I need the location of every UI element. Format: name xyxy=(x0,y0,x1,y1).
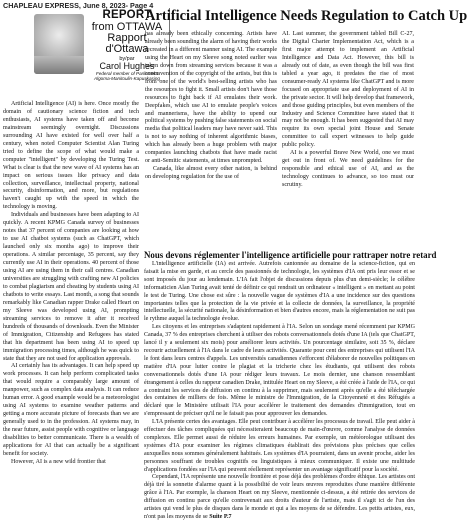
report-title: REPORT xyxy=(102,9,152,21)
report-subtitle-french: Rapport d'Ottawa xyxy=(105,32,149,55)
french-paragraph: L'intelligence artificielle (IA) est arrivée. Autrefois cantonnée au domaine de la science-fiction, qui en faisait la mise en garde, et au cercle des passionnés de technologie, les systèmes d'IA ont pris leur essor et se sont imposés du jour au lendemain. L'IA fait l'objet de discussions depuis plus d'un demi-siècle; le célèbre informaticien Alan Turing avait tenté de définir ce qui rendrait un ordinateur « intelligent » en mettant au point le test de Turing. Une chose est sûre : la nouvelle vague de systèmes d'IA a une incidence sur des questions importantes telles que la protection de la vie privée et la collecte de données, la surveillance, la propriété intellectuelle, la sécurité nationale, la désinformation et bien d'autres encore, mais la réglementation ne suit pas le rythme auquel la technologie évolue. xyxy=(144,261,415,323)
article-column-left xyxy=(3,101,139,480)
report-author: Carol Hughes xyxy=(99,61,155,71)
french-paragraph xyxy=(144,474,415,521)
report-byline-label: by/par xyxy=(119,56,135,62)
french-article xyxy=(144,250,437,520)
article-paragraph: Individuals and businesses have been adapting to AI quickly. A recent KPMG Canada survey of businesses notes that 37 percent of companies are looking at how to use AI chatbot systems (such as ChatGPT, which launched only six months ago) to improve their operations. A similar percentage, 35 percent, say they currently use AI in their operations. 40 percent of those using AI are using them in their call centres. Canadian universities are struggling with crafting new AI policies to combat plagiarism and cheating by students using AI chatbots to write essays. Last month, a song that sounds remarkably like Canadian rapper Drake called Heart on my Sleeve was developed using AI, prompting streaming services to remove it after it received hundreds of thousands of downloads. Even the Minister of Immigration, Citizenship and Refugees has stated that his department has been using AI to speed up immigration processing times, although he was quick to state that they are not used for application approvals. xyxy=(3,212,139,362)
report-riding: Algoma-Manitoulin-Kapuskasing xyxy=(94,76,160,81)
article-headline: Artificial Intelligence Needs Regulation to Catch Up xyxy=(145,8,467,24)
french-paragraph: Les citoyens et les entreprises s'adaptent rapidement à l'IA. Selon un sondage mené récemment par KPMG Canada, 37 % des entreprises cherchent à utiliser des robots conversationnels dotés d'une IA (tels que ChatGPT, lancé il y a seulement six mois) pour améliorer leurs activités. Un pourcentage similaire, soit 35 %, déclare recourir actuellement à l'IA dans le cadre de leurs activités. Quarante pour cent des entreprises qui utilisent l'IA le font dans leurs centres d'appels. Les universités canadiennes s'efforcent d'élaborer de nouvelles politiques en matière d'IA pour lutter contre le plagiat et la tricherie chez les étudiants, qui utilisent des robots conversationnels dotés d'une IA pour rédiger leurs travaux. Le mois dernier, une chanson ressemblant étrangement à celles du rappeur canadien Drake, intitulée Heart on my Sleeve, a été créée à l'aide de l'IA, ce qui a contraint les services de diffusion en continu à la supprimer, mais seulement après qu'elle a été téléchargée des centaines de milliers de fois. Même le ministre de l'Immigration, de la Citoyenneté et des Réfugiés a déclaré que le Ministère utilisait l'IA pour accélérer le traitement des demandes d'immigration, tout en s'empressant de préciser qu'il ne le faisait pas pour approuver les demandes. xyxy=(144,324,415,418)
french-headline: Nous devons réglementer l'intelligence artificielle pour rattraper notre retard xyxy=(144,250,437,260)
article-column-right xyxy=(282,31,414,251)
report-subtitle-english: from OTTAWA xyxy=(91,21,163,33)
publication-line: CHAPLEAU EXPRESS, June 8, 2023- Page 4 xyxy=(3,1,154,10)
article-paragraph: AI is a powerful Brave New World, one we must get out in front of. We need guidelines for the responsible and ethical use of AI, and as the technology continues to advance, so too must our scrutiny. xyxy=(282,150,414,189)
article-paragraph: Canada, like almost every other nation, is behind on developing regulation for the use of xyxy=(145,166,277,181)
article-paragraph: However, AI is a new wild frontier that xyxy=(11,458,106,465)
article-column-middle xyxy=(145,31,277,251)
continued-label: Suite P.7 xyxy=(209,514,232,520)
logo-wave-icon xyxy=(34,56,84,74)
report-role: Federal member of Parliament xyxy=(95,71,159,76)
article-paragraph: has already been ethically concerning. Artists have already been sounding the alarm of having their works recreated in a different manner using AI. The example using the Heart on my Sleeve song noted earlier was taken down from streaming services because it was a contravention of the copyright of the artists, but this is from one of the world's best-selling artists who has the resources to fight it. Small artists don't have those resources to fight back if AI emulates their work. Deepfakes, which use AI to emulate people's voices and mannerisms, have the ability to upend our political systems by pushing false statements on social media that political leaders may have never said. This is not to say nothing of inherent algorithmic biases, which has already been a huge problem with major companies launching chatbots that have made racist or anti-Semitic statements, at times unprompted. xyxy=(145,31,277,165)
article-paragraph: AI. Last summer, the government tabled Bill C-27, the Digital Charter Implementation Act, which is a first major attempt to implement an Artificial Intelligence and Data Act. However, this bill is already out of date, as even though the bill was first tabled a year ago, it predates the rise of most consumer-ready AI systems like ChatGPT and is more focused on appropriate use and deployment of AI in the private sector. It will help develop that framework, and those guiding principles, but even members of the Industry and Science Committee have stated that it may not be enough. It has been suggested that AI may require its own special joint House and Senate committee to call expert witnesses to help guide public policy. xyxy=(282,31,414,149)
french-paragraph: L'IA présente certes des avantages. Elle peut contribuer à accélérer les processus de travail. Elle peut aider à effectuer des tâches compliquées qui nécessiteraient beaucoup de main-d'œuvre, comme l'analyse de données complexes. Elle permet aussi de réduire les erreurs humaines. Par exemple, un météorologue utilisant des systèmes d'IA pour examiner les régimes climatiques établirait des prévisions plus précises que celles auxquelles nous sommes généralement habitués. Les systèmes d'IA pourraient, dans un avenir proche, aider les personnes souffrant de troubles cognitifs ou linguistiques à mieux communiquer. Il existe une multitude d'applications fondées sur l'IA qui peuvent réellement représenter un avantage significatif pour la société. xyxy=(144,419,415,473)
article-paragraph: AI certainly has its advantages. It can help speed up work processes. It can help perform complicated tasks that would require a comparably large amount of manpower, such as complex data analysis. It can reduce human error. A good example would be a meteorologist using AI systems to examine weather patterns and getting a more accurate picture of forecasts than we are generally used to in the profession. AI systems may, in the near future, assist people with cognitive or language disabilities to better communicate. There is a wealth of applications for AI that can actually be a significant benefit for society. xyxy=(3,363,139,457)
french-paragraph-text: Cependant, l'IA représente une nouvelle frontière et pose déjà des problèmes d'ordre éthique. Les artistes ont déjà tiré la sonnette d'alarme quant à la possibilité de voir leurs œuvres reproduites d'une manière différente grâce à l'IA. Par exemple, la chanson Heart on my Sleeve, mentionnée ci-dessus, a été retirée des services de diffusion en continu parce qu'elle contrevenait aux droits d'auteur de l'artiste, mais il s'agit ici de l'un des artistes qui vend le plus de disques dans le monde et qui a les moyens de se défendre. Les petits artistes, eux, n'ont pas les moyens de se xyxy=(144,474,415,520)
article-paragraph: Artificial Intelligence (AI) is here. Once mostly the domain of cautionary science fiction and tech enthusiasts, AI systems have taken off and become mainstream seemingly overnight. Discussions surrounding AI have existed for well over half a century, when noted Computer Scientist Alan Turing tried to define the scope of what would make a computer "intelligent" by developing the Turing Test. What is clear is that the new wave of AI systems has an impact on serious issues like privacy and data collection, surveillance, intellectual property, national security, disinformation, and more, but regulations haven't caught up with the speed in which the technology is moving. xyxy=(3,101,139,211)
french-body xyxy=(144,261,415,522)
parliament-logo-icon xyxy=(34,14,84,74)
